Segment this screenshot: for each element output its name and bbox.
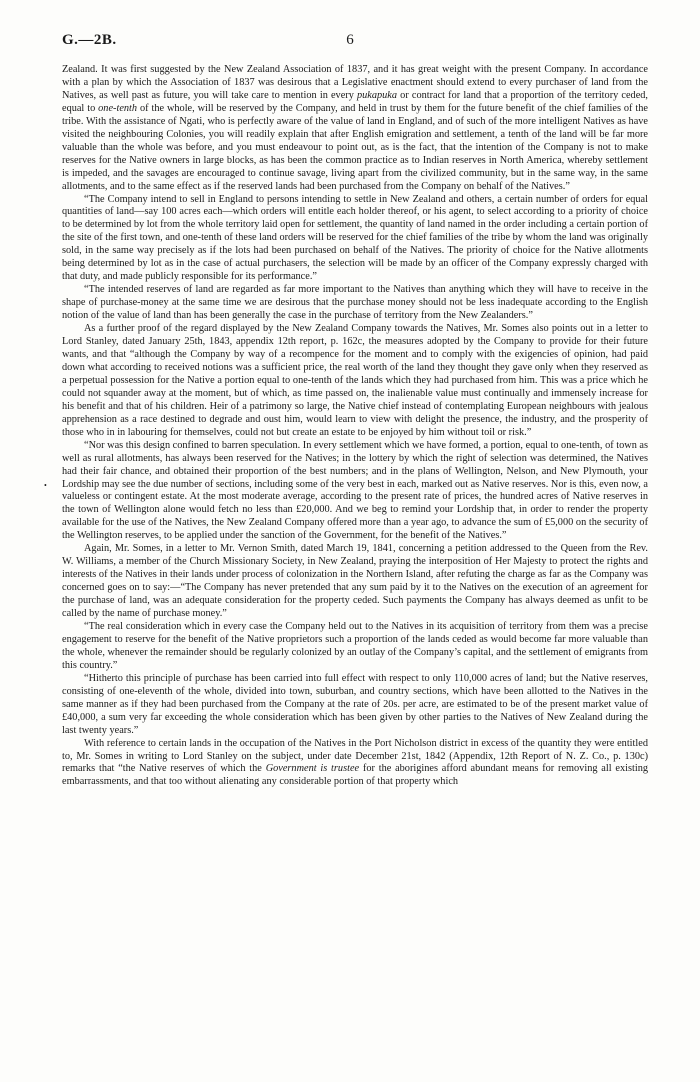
paragraph-3 <box>62 284 648 323</box>
paragraph-7 <box>62 621 648 673</box>
text-run: or contract for land that a proportion of the territory ceded, equal to <box>62 89 648 114</box>
paragraph-8 <box>62 673 648 738</box>
text-run: Zealand. It was first suggested by the New Zealand Association of 1837, and it has great weight with the present Company. In accordance with a plan by which the Association of 1837 was desirous that a Legislative enactment should extend to every purchaser of land from the Natives, as well past as future, you will take care to mention in every <box>62 64 648 101</box>
text-run: “The intended reserves of land are regarded as far more important to the Natives than anything which they will have to receive in the shape of purchase-money at the same time we are desirous that the purchase money should not be less inadequate according to the English notion of the value of land than has been generally the case in the purchase of territory from the New Zealanders.” <box>62 284 648 322</box>
text-run: “The Company intend to sell in England to persons intending to settle in New Zealand and others, a certain number of orders for equal quantities of land—say 100 acres each—which orders will entitle each holder thereof, or his agent, to select according to a priority of choice to be determined by lot from the whole territory laid open for settlement, the quantity of land named in the order including a certain portion of the site of the first town, and one-tenth of these land orders will be reserved for the chief families of the tribe by whom the land was originally sold, in the same way precisely as if the lots had been purchased on behalf of the Natives. The priority of choice for the Native allotments being determined by lot as in the case of actual purchasers, the selection will be made by an officer of the Company expressly charged with that duty, and made publicly responsible for its performance.” <box>62 193 648 283</box>
text-run: As a further proof of the regard displayed by the New Zealand Company towards the Natives, Mr. Somes also points out in a letter to Lord Stanley, dated January 25th, 1843, appendix 12th report, p. 162c, the measures adopted by the Company to provide for their future wants, and that “although the Company by way of a recompence for the moment and to comply with the exigencies of opinion, had paid down what according to received notions was a sufficient price, the real worth of the land they thought they gave only when they reserved as a perpetual possession for the Native a portion equal to one-tenth of the lands which they had purchased from him. This was a price which he could not squander away at the moment, but of which, as time passed on, the inalienable value must continually and immensely increase for his benefit and that of his children. Heir of a patrimony so large, the Native chief instead of contemplating European neighbours with jealous apprehension as a race destined to degrade and oust him, would learn to view with delight the presence, the industry, and the prosperity of those who in in labouring for themselves, could not but create an estate to be enjoyed by him without toil or risk.” <box>62 323 648 438</box>
text-run: for the aborigines afford abundant means for removing all existing embarrassments, and that too without alienating any considerable portion of that property which <box>62 763 648 788</box>
body-text <box>62 64 648 789</box>
margin-mark: • <box>44 481 47 490</box>
text-run: “The real consideration which in every case the Company held out to the Natives in its acquisition of territory from them was a precise engagement to reserve for the benefit of the Native proprietors such a proportion of the lands ceded as would become far more valuable than the whole, whenever the remainder should be regularly colonized by an outlay of the Company’s capital, and the settlement of emigrants from this country.” <box>62 620 648 671</box>
text-run: With reference to certain lands in the occupation of the Natives in the Port Nicholson district in excess of the quantity they were entitled to, Mr. Somes in writing to Lord Stanley on the subject, under date December 21st, 1842 (Appendix, 12th Report of N. Z. Co., p. 130c) remarks that “the Native reserves of which the <box>62 737 648 775</box>
paragraph-2 <box>62 194 648 285</box>
paragraph-4 <box>62 323 648 440</box>
paragraph-5 <box>62 440 648 544</box>
page-number: 6 <box>346 32 354 48</box>
paragraph-6 <box>62 543 648 621</box>
series-label: G.—2B. <box>62 32 117 48</box>
text-run: “Nor was this design confined to barren speculation. In every settlement which we have formed, a portion, equal to one-tenth, of town as well as rural allotments, has always been reserved for the Natives; in the lottery by which the right of selection was determined, the Natives had their fair chance, and obtained their proportion of the best numbers; and in the plans of Wellington, Nelson, and New Plymouth, your Lordship may see the due number of sections, including some of the very best in each, marked out as Native reserves. Nor is this, even now, a valueless or contingent estate. At the most moderate average, according to the present rate of prices, the hundred acres of Native reserves in the town of Wellington alone would fetch no less than £20,000. And we beg to remind your Lordship that, in order to render the property available for the use of the Natives, the New Zealand Company offered more than a year ago, to advance the sum of £5,000 on the security of the Wellington reserves, to be applied under the sanction of the Government, for the benefit of the Natives.” <box>62 439 648 542</box>
text-run: “Hitherto this principle of purchase has been carried into full effect with respect to only 110,000 acres of land; but the Native reserves, consisting of one-eleventh of the whole, divided into town, suburban, and country sections, which have been allotted to the Natives in the same manner as if they had been purchased from the Company at the rate of 20s. per acre, are estimated to be of the present market value of £40,000, a sum very far exceeding the whole consideration which has been given by other parties to the Natives of New Zealand during the last twenty years.” <box>62 672 648 736</box>
italic-run: Government is trustee <box>265 763 360 775</box>
paragraph-1 <box>62 64 648 194</box>
text-run: Again, Mr. Somes, in a letter to Mr. Vernon Smith, dated March 19, 1841, concerning a petition addressed to the Queen from the Rev. W. Williams, a member of the Church Missionary Society, in New Zealand, praying the interposition of Her Majesty to protect the rights and interests of the Natives in their lands under process of colonization in the Northern Island, after refuting the charge as far as the Company was concerned goes on to say:—“The Company has never pretended that any sum paid by it to the Natives on the execution of an agreement for the purchase of land, was an adequate consideration for the property ceded. Such payments the Company has always deemed as unfit to be called by the name of purchase money.” <box>62 543 648 620</box>
italic-run: one-tenth <box>98 102 138 114</box>
text-run: of the whole, will be reserved by the Company, and held in trust by them for the future benefit of the chief families of the tribe. With the assistance of Ngati, who is perfectly aware of the value of land in England, and of such of the more intelligent Natives as have visited the neighbouring Colonies, you will readily explain that after English emigration and settlement, a tenth of the land will be far more valuable than the whole was before, and you must endeavour to point out, as is the fact, that the intention of the Company is not to make reserves for the Native owners in large blocks, as has been the common practice as to Indian reserves in North America, whereby settlement is impeded, and the savages are encouraged to continue savage, living apart from the civilized community, but in the same way, in the same allotments, and to the same effect as if the reserved lands had been purchased from the Company on behalf of the Natives.” <box>62 102 648 192</box>
paragraph-9 <box>62 738 648 790</box>
italic-run: pukapuka <box>357 89 398 101</box>
